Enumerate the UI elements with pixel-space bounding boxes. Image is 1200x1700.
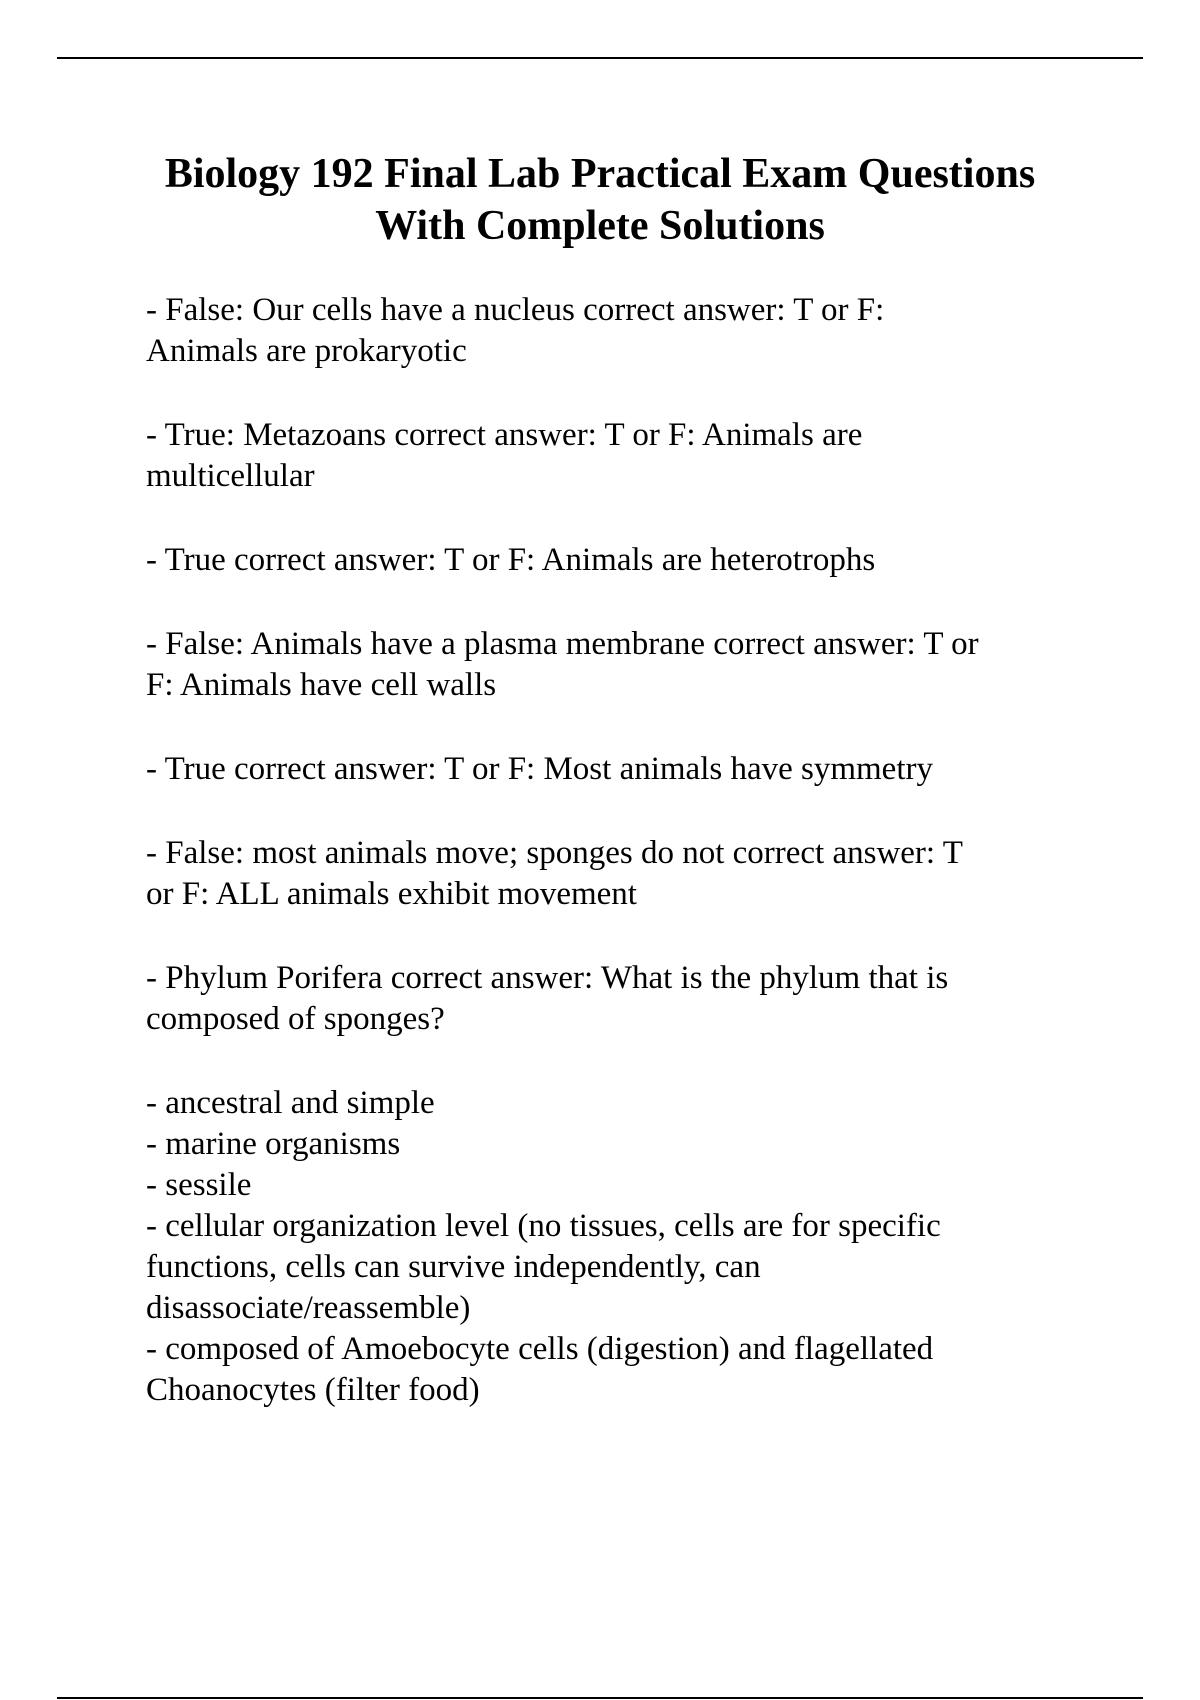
qa-item (146, 290, 1086, 372)
bullet-line: - cellular organization level (no tissues, cells are for specific (146, 1208, 941, 1244)
qa-line: composed of sponges? (146, 1001, 445, 1037)
qa-line: - False: Animals have a plasma membrane correct answer: T or (146, 626, 979, 662)
bullet-line: functions, cells can survive independently, can (146, 1249, 761, 1285)
document-body (146, 290, 1086, 1411)
qa-line: F: Animals have cell walls (146, 667, 497, 703)
title-line: Biology 192 Final Lab Practical Exam Questions (164, 151, 1036, 197)
qa-item (146, 833, 1086, 915)
qa-line: or F: ALL animals exhibit movement (146, 876, 637, 912)
qa-line: - True: Metazoans correct answer: T or F: Animals are (146, 417, 863, 453)
document-title (100, 148, 1100, 252)
bullet-line: - composed of Amoebocyte cells (digestion) and flagellated (146, 1331, 934, 1367)
title-line: With Complete Solutions (375, 203, 825, 249)
bullet-line: disassociate/reassemble) (146, 1290, 471, 1326)
qa-line: - False: Our cells have a nucleus correct answer: T or F: (146, 292, 885, 328)
top-rule (57, 57, 1143, 59)
bullet-line: Choanocytes (filter food) (146, 1372, 480, 1408)
bullet-line: - marine organisms (146, 1126, 401, 1162)
bottom-rule (57, 1697, 1143, 1699)
qa-line: Animals are prokaryotic (146, 333, 467, 369)
bullet-line: - ancestral and simple (146, 1085, 435, 1121)
qa-line: - True correct answer: T or F: Animals are heterotrophs (146, 542, 876, 578)
qa-line: - Phylum Porifera correct answer: What is the phylum that is (146, 960, 949, 996)
qa-line: - True correct answer: T or F: Most animals have symmetry (146, 751, 933, 787)
porifera-bullet-list (146, 1083, 1086, 1411)
qa-item (146, 540, 1086, 581)
qa-line: - False: most animals move; sponges do not correct answer: T (146, 835, 963, 871)
qa-item (146, 624, 1086, 706)
qa-item (146, 415, 1086, 497)
qa-line: multicellular (146, 458, 315, 494)
qa-item (146, 749, 1086, 790)
bullet-line: - sessile (146, 1167, 252, 1203)
qa-item (146, 958, 1086, 1040)
